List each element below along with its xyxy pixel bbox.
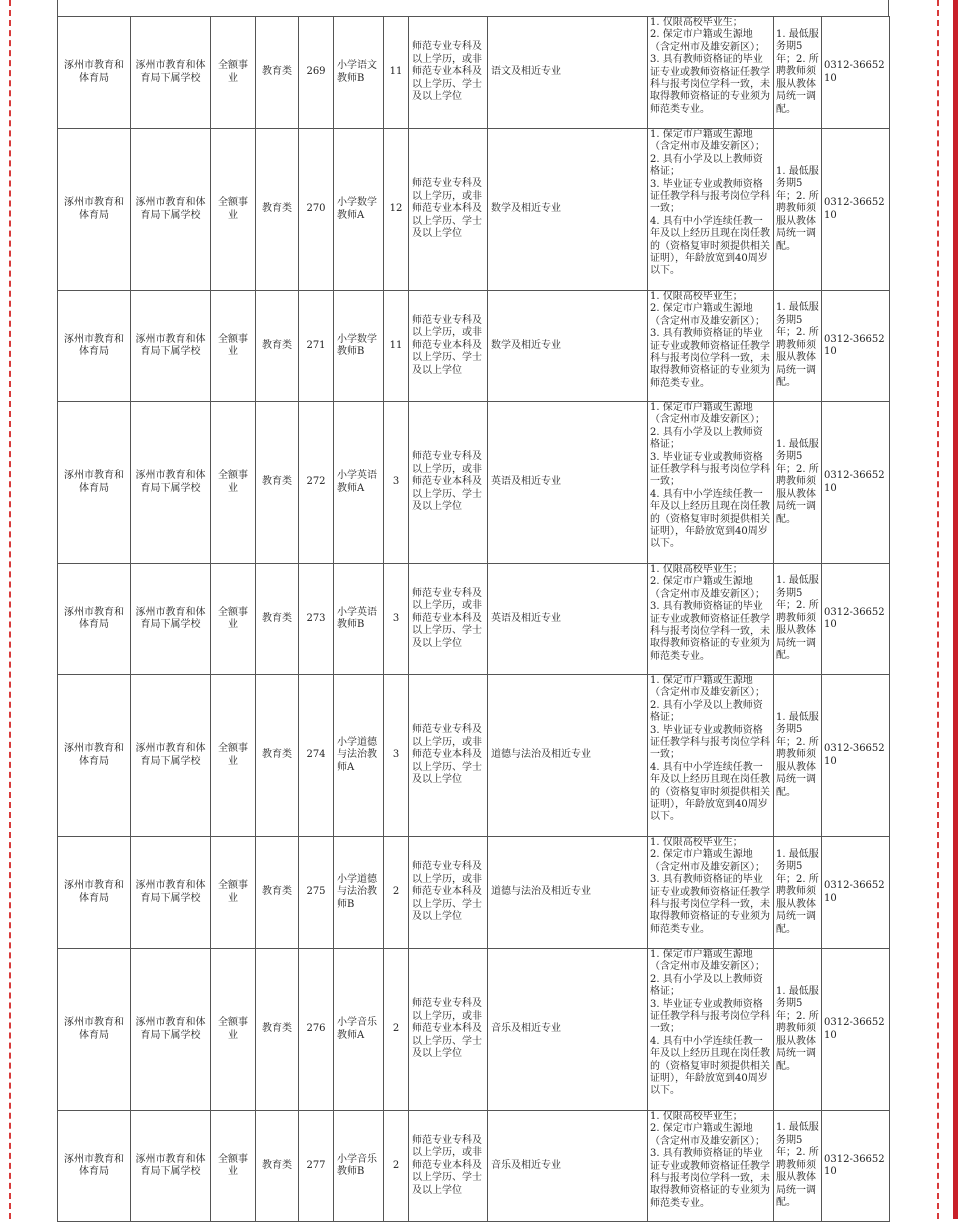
table-row xyxy=(58,402,890,564)
phone-cell: 0312-3665210 xyxy=(822,564,890,675)
dept-cell: 涿州市教育和体育局 xyxy=(58,564,131,675)
post-code-cell: 270 xyxy=(299,129,334,291)
table-row xyxy=(58,129,890,291)
condition-line: 2. 保定市户籍或生源地（含定州市及雄安新区）； xyxy=(650,303,765,327)
table-row xyxy=(58,564,890,675)
dept-cell: 涿州市教育和体育局 xyxy=(58,675,131,837)
count-cell: 2 xyxy=(384,837,409,949)
phone-cell: 0312-3665210 xyxy=(822,402,890,564)
table-top-cutoff xyxy=(57,0,889,16)
post-name-cell: 小学音乐教师A xyxy=(334,949,384,1111)
condition-line: 2. 保定市户籍或生源地（含定州市及雄安新区）； xyxy=(650,29,765,53)
nature-cell: 全额事业 xyxy=(211,402,256,564)
dept-cell: 涿州市教育和体育局 xyxy=(58,291,131,402)
category-cell: 教育类 xyxy=(256,949,299,1111)
conditions-cell xyxy=(648,837,774,949)
condition-line: 1. 仅限高校毕业生； xyxy=(650,291,743,302)
phone-cell: 0312-3665210 xyxy=(822,949,890,1111)
unit-cell: 涿州市教育和体育局下属学校 xyxy=(131,837,211,949)
education-cell: 师范专业专科及以上学历，或非师范专业本科及以上学历、学士及以上学位 xyxy=(409,291,488,402)
conditions-cell xyxy=(648,291,774,402)
post-name-cell: 小学音乐教师B xyxy=(334,1111,384,1222)
major-cell: 数学及相近专业 xyxy=(488,129,648,291)
right-dashed-border xyxy=(937,0,939,1219)
service-note-cell: 1. 最低服务期5年；2. 所聘教师须服从教体局统一调配。 xyxy=(774,949,822,1111)
major-cell: 英语及相近专业 xyxy=(488,564,648,675)
service-note-cell: 1. 最低服务期5年；2. 所聘教师须服从教体局统一调配。 xyxy=(774,837,822,949)
dept-cell: 涿州市教育和体育局 xyxy=(58,949,131,1111)
conditions-cell xyxy=(648,675,774,837)
right-red-bar xyxy=(953,0,958,1219)
count-cell: 11 xyxy=(384,17,409,129)
table-row xyxy=(58,291,890,402)
unit-cell: 涿州市教育和体育局下属学校 xyxy=(131,1111,211,1222)
post-code-cell: 277 xyxy=(299,1111,334,1222)
table-body xyxy=(58,17,890,1222)
count-cell: 3 xyxy=(384,675,409,837)
condition-line: 4. 具有中小学连续任教一年及以上经历且现在岗任教的（资格复审时须提供相关证明），年龄放宽到40周岁以下。 xyxy=(650,761,770,823)
unit-cell: 涿州市教育和体育局下属学校 xyxy=(131,564,211,675)
major-cell: 语文及相近专业 xyxy=(488,17,648,129)
education-cell: 师范专业专科及以上学历，或非师范专业本科及以上学历、学士及以上学位 xyxy=(409,1111,488,1222)
nature-cell: 全额事业 xyxy=(211,291,256,402)
unit-cell: 涿州市教育和体育局下属学校 xyxy=(131,402,211,564)
condition-line: 4. 具有中小学连续任教一年及以上经历且现在岗任教的（资格复审时须提供相关证明），年龄放宽到40周岁以下。 xyxy=(650,1035,770,1097)
condition-line: 2. 具有小学及以上教师资格证； xyxy=(650,153,763,178)
unit-cell: 涿州市教育和体育局下属学校 xyxy=(131,675,211,837)
post-name-cell: 小学道德与法治教师A xyxy=(334,675,384,837)
condition-line: 1. 保定市户籍或生源地（含定州市及雄安新区）； xyxy=(650,949,765,973)
education-cell: 师范专业专科及以上学历，或非师范专业本科及以上学历、学士及以上学位 xyxy=(409,837,488,949)
category-cell: 教育类 xyxy=(256,129,299,291)
post-name-cell: 小学道德与法治教师B xyxy=(334,837,384,949)
post-name-cell: 小学英语教师A xyxy=(334,402,384,564)
post-code-cell: 271 xyxy=(299,291,334,402)
condition-line: 1. 保定市户籍或生源地（含定州市及雄安新区）； xyxy=(650,129,765,153)
nature-cell: 全额事业 xyxy=(211,675,256,837)
education-cell: 师范专业专科及以上学历，或非师范专业本科及以上学历、学士及以上学位 xyxy=(409,675,488,837)
education-cell: 师范专业专科及以上学历，或非师范专业本科及以上学历、学士及以上学位 xyxy=(409,402,488,564)
service-note-cell: 1. 最低服务期5年；2. 所聘教师须服从教体局统一调配。 xyxy=(774,129,822,291)
post-name-cell: 小学数学教师A xyxy=(334,129,384,291)
major-cell: 英语及相近专业 xyxy=(488,402,648,564)
dept-cell: 涿州市教育和体育局 xyxy=(58,1111,131,1222)
condition-line: 2. 具有小学及以上教师资格证； xyxy=(650,973,763,998)
major-cell: 数学及相近专业 xyxy=(488,291,648,402)
dept-cell: 涿州市教育和体育局 xyxy=(58,402,131,564)
dept-cell: 涿州市教育和体育局 xyxy=(58,129,131,291)
condition-line: 1. 仅限高校毕业生； xyxy=(650,17,743,28)
table-row xyxy=(58,837,890,949)
major-cell: 音乐及相近专业 xyxy=(488,949,648,1111)
category-cell: 教育类 xyxy=(256,675,299,837)
condition-line: 2. 保定市户籍或生源地（含定州市及雄安新区）； xyxy=(650,1123,765,1147)
condition-line: 3. 毕业证专业或教师资格证任教学科与报考岗位学科一致； xyxy=(650,724,770,761)
nature-cell: 全额事业 xyxy=(211,949,256,1111)
unit-cell: 涿州市教育和体育局下属学校 xyxy=(131,17,211,129)
conditions-cell xyxy=(648,949,774,1111)
service-note-cell: 1. 最低服务期5年；2. 所聘教师须服从教体局统一调配。 xyxy=(774,402,822,564)
major-cell: 道德与法治及相近专业 xyxy=(488,675,648,837)
condition-line: 1. 仅限高校毕业生； xyxy=(650,837,743,848)
condition-line: 3. 毕业证专业或教师资格证任教学科与报考岗位学科一致； xyxy=(650,451,770,488)
count-cell: 3 xyxy=(384,564,409,675)
conditions-cell xyxy=(648,17,774,129)
category-cell: 教育类 xyxy=(256,837,299,949)
condition-line: 2. 具有小学及以上教师资格证； xyxy=(650,426,763,451)
count-cell: 3 xyxy=(384,402,409,564)
nature-cell: 全额事业 xyxy=(211,837,256,949)
category-cell: 教育类 xyxy=(256,402,299,564)
condition-line: 3. 具有教师资格证的毕业证专业或教师资格证任教学科与报考岗位学科一致，未取得教师资格证的专业须为师范类专业。 xyxy=(650,328,770,389)
education-cell: 师范专业专科及以上学历，或非师范专业本科及以上学历、学士及以上学位 xyxy=(409,949,488,1111)
phone-cell: 0312-3665210 xyxy=(822,129,890,291)
condition-line: 2. 具有小学及以上教师资格证； xyxy=(650,699,763,724)
count-cell: 2 xyxy=(384,1111,409,1222)
category-cell: 教育类 xyxy=(256,1111,299,1222)
service-note-cell: 1. 最低服务期5年；2. 所聘教师须服从教体局统一调配。 xyxy=(774,564,822,675)
post-code-cell: 274 xyxy=(299,675,334,837)
phone-cell: 0312-3665210 xyxy=(822,17,890,129)
category-cell: 教育类 xyxy=(256,291,299,402)
service-note-cell: 1. 最低服务期5年；2. 所聘教师须服从教体局统一调配。 xyxy=(774,1111,822,1222)
post-code-cell: 269 xyxy=(299,17,334,129)
table-row xyxy=(58,949,890,1111)
conditions-cell xyxy=(648,402,774,564)
major-cell: 音乐及相近专业 xyxy=(488,1111,648,1222)
unit-cell: 涿州市教育和体育局下属学校 xyxy=(131,291,211,402)
condition-line: 1. 保定市户籍或生源地（含定州市及雄安新区）； xyxy=(650,402,765,426)
left-dashed-border xyxy=(9,0,11,1219)
count-cell: 12 xyxy=(384,129,409,291)
service-note-cell: 1. 最低服务期5年；2. 所聘教师须服从教体局统一调配。 xyxy=(774,291,822,402)
major-cell: 道德与法治及相近专业 xyxy=(488,837,648,949)
condition-line: 2. 保定市户籍或生源地（含定州市及雄安新区）； xyxy=(650,849,765,873)
service-note-cell: 1. 最低服务期5年；2. 所聘教师须服从教体局统一调配。 xyxy=(774,675,822,837)
category-cell: 教育类 xyxy=(256,564,299,675)
post-name-cell: 小学数学教师B xyxy=(334,291,384,402)
dept-cell: 涿州市教育和体育局 xyxy=(58,17,131,129)
condition-line: 3. 具有教师资格证的毕业证专业或教师资格证任教学科与报考岗位学科一致，未取得教师资格证的专业须为师范类专业。 xyxy=(650,1148,770,1209)
phone-cell: 0312-3665210 xyxy=(822,837,890,949)
table-row xyxy=(58,1111,890,1222)
condition-line: 4. 具有中小学连续任教一年及以上经历且现在岗任教的（资格复审时须提供相关证明），年龄放宽到40周岁以下。 xyxy=(650,215,770,277)
condition-line: 4. 具有中小学连续任教一年及以上经历且现在岗任教的（资格复审时须提供相关证明），年龄放宽到40周岁以下。 xyxy=(650,488,770,550)
table-row xyxy=(58,675,890,837)
nature-cell: 全额事业 xyxy=(211,1111,256,1222)
education-cell: 师范专业专科及以上学历，或非师范专业本科及以上学历、学士及以上学位 xyxy=(409,17,488,129)
phone-cell: 0312-3665210 xyxy=(822,291,890,402)
dept-cell: 涿州市教育和体育局 xyxy=(58,837,131,949)
nature-cell: 全额事业 xyxy=(211,564,256,675)
table-row xyxy=(58,17,890,129)
post-name-cell: 小学英语教师B xyxy=(334,564,384,675)
post-code-cell: 273 xyxy=(299,564,334,675)
condition-line: 2. 保定市户籍或生源地（含定州市及雄安新区）； xyxy=(650,576,765,600)
count-cell: 2 xyxy=(384,949,409,1111)
education-cell: 师范专业专科及以上学历，或非师范专业本科及以上学历、学士及以上学位 xyxy=(409,129,488,291)
condition-line: 3. 毕业证专业或教师资格证任教学科与报考岗位学科一致； xyxy=(650,998,770,1035)
count-cell: 11 xyxy=(384,291,409,402)
conditions-cell xyxy=(648,129,774,291)
condition-line: 3. 毕业证专业或教师资格证任教学科与报考岗位学科一致； xyxy=(650,178,770,215)
condition-line: 1. 仅限高校毕业生； xyxy=(650,564,743,575)
service-note-cell: 1. 最低服务期5年；2. 所聘教师须服从教体局统一调配。 xyxy=(774,17,822,129)
conditions-cell xyxy=(648,1111,774,1222)
phone-cell: 0312-3665210 xyxy=(822,1111,890,1222)
post-code-cell: 272 xyxy=(299,402,334,564)
condition-line: 3. 具有教师资格证的毕业证专业或教师资格证任教学科与报考岗位学科一致，未取得教师资格证的专业须为师范类专业。 xyxy=(650,54,770,115)
post-name-cell: 小学语文教师B xyxy=(334,17,384,129)
phone-cell: 0312-3665210 xyxy=(822,675,890,837)
education-cell: 师范专业专科及以上学历，或非师范专业本科及以上学历、学士及以上学位 xyxy=(409,564,488,675)
unit-cell: 涿州市教育和体育局下属学校 xyxy=(131,949,211,1111)
condition-line: 1. 仅限高校毕业生； xyxy=(650,1111,743,1122)
conditions-cell xyxy=(648,564,774,675)
condition-line: 1. 保定市户籍或生源地（含定州市及雄安新区）； xyxy=(650,675,765,699)
nature-cell: 全额事业 xyxy=(211,17,256,129)
post-code-cell: 275 xyxy=(299,837,334,949)
condition-line: 3. 具有教师资格证的毕业证专业或教师资格证任教学科与报考岗位学科一致，未取得教师资格证的专业须为师范类专业。 xyxy=(650,874,770,935)
nature-cell: 全额事业 xyxy=(211,129,256,291)
recruitment-table xyxy=(57,16,890,1222)
post-code-cell: 276 xyxy=(299,949,334,1111)
unit-cell: 涿州市教育和体育局下属学校 xyxy=(131,129,211,291)
condition-line: 3. 具有教师资格证的毕业证专业或教师资格证任教学科与报考岗位学科一致，未取得教师资格证的专业须为师范类专业。 xyxy=(650,601,770,662)
category-cell: 教育类 xyxy=(256,17,299,129)
